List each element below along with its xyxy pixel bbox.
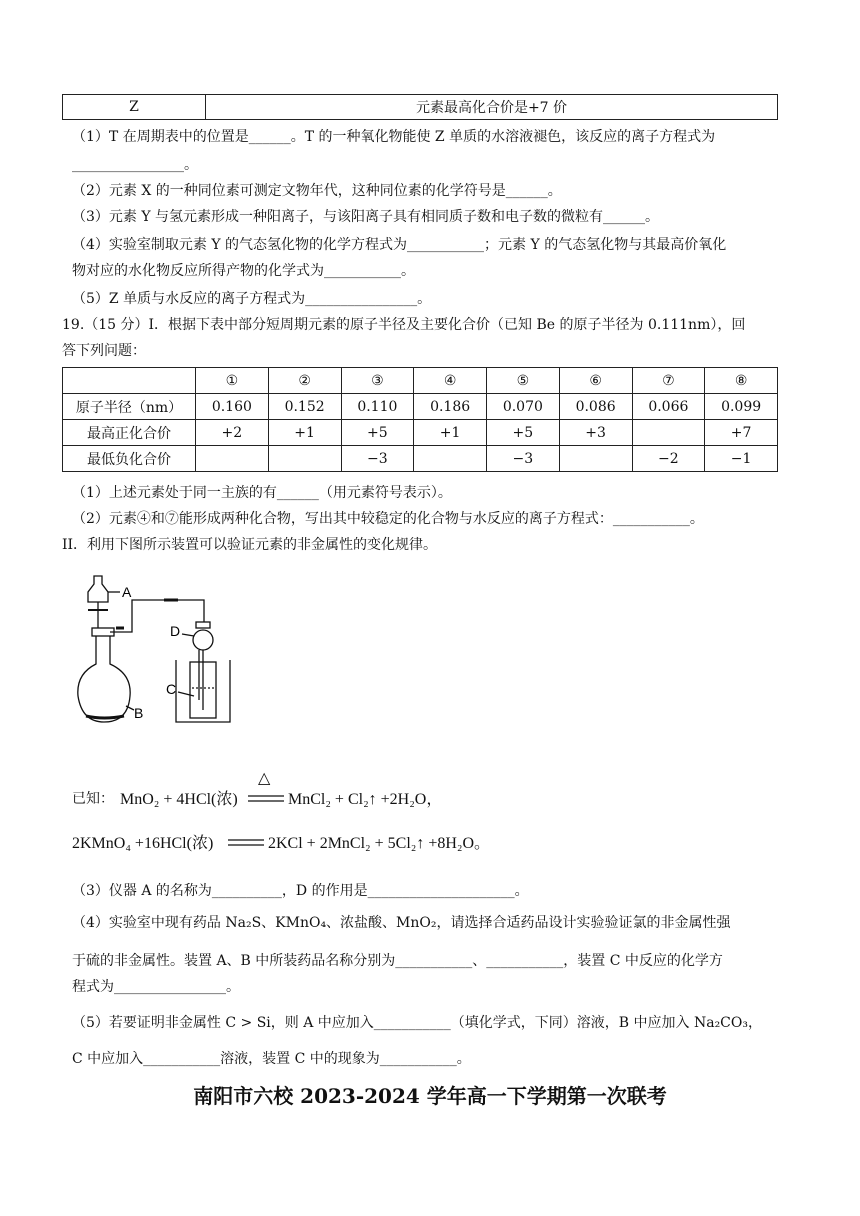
table-row xyxy=(63,446,778,472)
table-cell: +5 xyxy=(487,420,560,446)
table-cell: 0.160 xyxy=(196,394,269,420)
table-cell: 0.070 xyxy=(487,394,560,420)
table-header-cell: ④ xyxy=(414,368,487,394)
p5-line1: （5）若要证明非金属性 C > Si，则 A 中应加入___________（填化学式，下同）溶液，B 中应加入 Na₂CO₃， xyxy=(72,1015,762,1031)
table-cell: −2 xyxy=(632,446,705,472)
p2-text: （2）元素④和⑦能形成两种化合物，写出其中较稳定的化合物与水反应的离子方程式：___________。 xyxy=(72,511,704,527)
table-cell: 0.086 xyxy=(559,394,632,420)
table-cell: −3 xyxy=(487,446,560,472)
table-cell: +5 xyxy=(341,420,414,446)
p5-line2: C 中应加入___________溶液，装置 C 中的现象为___________。 xyxy=(72,1051,471,1067)
p4-line3: 程式为________________。 xyxy=(72,979,240,995)
p4-line2: 于硫的非金属性。装置 A、B 中所装药品名称分别为___________、___________，装置 C 中反应的化学方 xyxy=(72,953,723,969)
table-cell: +2 xyxy=(196,420,269,446)
table-cell xyxy=(559,446,632,472)
table-cell: 0.066 xyxy=(632,394,705,420)
table-cell xyxy=(196,446,269,472)
table-cell: +1 xyxy=(268,420,341,446)
table-cell: 最低负化合价 xyxy=(63,446,196,472)
table-cell: −1 xyxy=(705,446,778,472)
part2-text: II．利用下图所示装置可以验证元素的非金属性的变化规律。 xyxy=(62,537,438,553)
table-header-cell: ⑤ xyxy=(487,368,560,394)
eq1-equals-sign xyxy=(248,794,284,804)
q4-line2: 物对应的水化物反应所得产物的化学式为___________。 xyxy=(72,263,415,279)
element-z-table xyxy=(62,94,778,120)
label-c: C xyxy=(166,681,177,697)
q4-line1: （4）实验室制取元素 Y 的气态氢化物的化学方程式为___________；元素 Y 的气态氢化物与其最高价氧化 xyxy=(72,237,727,253)
table-header-cell: ③ xyxy=(341,368,414,394)
table-header-cell: ① xyxy=(196,368,269,394)
table-cell: 原子半径（nm） xyxy=(63,394,196,420)
apparatus-diagram xyxy=(72,570,252,730)
table-cell: 0.152 xyxy=(268,394,341,420)
table-header-row xyxy=(63,368,778,394)
table-cell: 0.099 xyxy=(705,394,778,420)
z-description-cell: 元素最高化合价是+7 价 xyxy=(206,95,778,120)
q3-text: （3）元素 Y 与氢元素形成一种阳离子，与该阳离子具有相同质子数和电子数的微粒有______。 xyxy=(72,209,660,225)
q5-text: （5）Z 单质与水反应的离子方程式为________________。 xyxy=(72,291,432,307)
table-header-cell: ⑧ xyxy=(705,368,778,394)
p1-text: （1）上述元素处于同一主族的有______（用元素符号表示）。 xyxy=(72,485,452,501)
eq1-right: MnCl₂ + Cl₂↑ +2H₂O， xyxy=(288,791,443,808)
table-cell xyxy=(632,420,705,446)
eq1-left: MnO₂ + 4HCl(浓) xyxy=(120,791,238,808)
table-cell: +1 xyxy=(414,420,487,446)
q19-line2: 答下列问题： xyxy=(62,343,146,359)
p3-text: （3）仪器 A 的名称为__________，D 的作用是_____________________。 xyxy=(72,883,529,899)
table-header-cell: ② xyxy=(268,368,341,394)
z-symbol-cell: Z xyxy=(63,95,206,120)
q2-text: （2）元素 X 的一种同位素可测定文物年代，这种同位素的化学符号是______。 xyxy=(72,183,562,199)
table-cell: 0.110 xyxy=(341,394,414,420)
table-cell xyxy=(414,446,487,472)
known-label: 已知： xyxy=(72,791,114,807)
table-cell: 0.186 xyxy=(414,394,487,420)
eq2-equals-sign xyxy=(228,838,264,848)
table-cell: −3 xyxy=(341,446,414,472)
table-row xyxy=(63,420,778,446)
table-cell: +7 xyxy=(705,420,778,446)
eq1-condition: △ xyxy=(258,768,271,787)
table-cell xyxy=(268,446,341,472)
q1-line1: （1）T 在周期表中的位置是______。T 的一种氧化物能使 Z 单质的水溶液褪色，该反应的离子方程式为 xyxy=(72,129,716,145)
table-header-cell: ⑦ xyxy=(632,368,705,394)
label-a: A xyxy=(122,584,132,600)
table-header-cell: ⑥ xyxy=(559,368,632,394)
eq2-right: 2KCl + 2MnCl₂ + 5Cl₂↑ +8H₂O。 xyxy=(268,835,491,852)
eq2-left: 2KMnO₄ +16HCl(浓) xyxy=(72,835,214,852)
p4-line1: （4）实验室中现有药品 Na₂S、KMnO₄、浓盐酸、MnO₂，请选择合适药品设计实验验证氯的非金属性强 xyxy=(72,915,731,931)
table-cell: +3 xyxy=(559,420,632,446)
table-row xyxy=(63,394,778,420)
label-b: B xyxy=(134,705,144,721)
page-footer-title: 南阳市六校 2023-2024 学年高一下学期第一次联考 xyxy=(193,1084,667,1108)
q1-line2: ________________。 xyxy=(72,157,198,173)
element-properties-table xyxy=(62,367,778,472)
table-cell: 最高正化合价 xyxy=(63,420,196,446)
label-d: D xyxy=(170,623,181,639)
q19-line1: 19.（15 分）I．根据下表中部分短周期元素的原子半径及主要化合价（已知 Be 的原子半径为 0.111nm），回 xyxy=(62,317,746,333)
table-header-cell xyxy=(63,368,196,394)
